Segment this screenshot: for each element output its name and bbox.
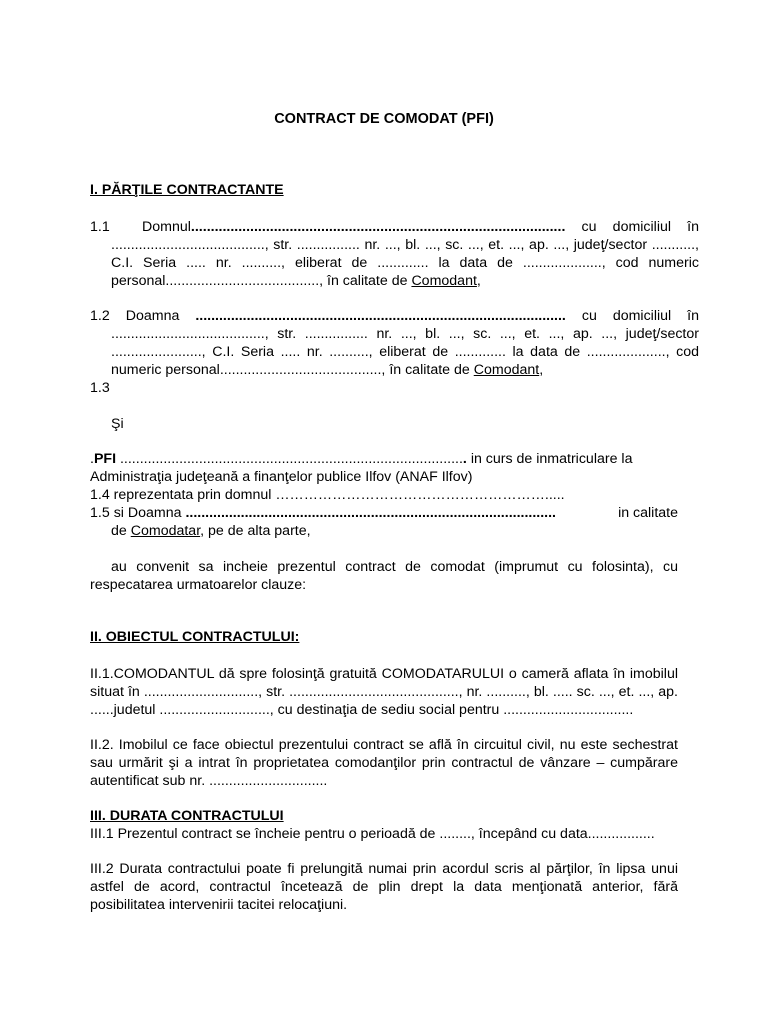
- pfi-text: in curs de inmatriculare la Administraţia judeţeană a finanţelor publice Ilfov (ANAF Ilfov): [90, 451, 633, 485]
- clause-1-5-continuation: [90, 523, 678, 541]
- section-3-heading: III. DURATA CONTRACTULUI: [90, 808, 284, 824]
- clause-3-1: III.1 Prezentul contract se încheie pentru o perioadă de ........, începând cu data.................: [90, 826, 655, 842]
- clause-1-2: [90, 308, 699, 380]
- clause-1-5-de: de: [111, 522, 127, 539]
- pfi-dot-bold: .: [462, 451, 467, 467]
- clause-1-1-role: Comodant: [411, 272, 477, 289]
- clause-1-1-text: cu domiciliul în ......................................., str. ................ nr. ..., bl. ..., sc. ..., et. ..., ap. ..., judeţ/sector ..........., C.I. Seria ..... nr. .........., eliberat de ............. la data de ...................., cod numeric personal......................................., în calitate de: [111, 219, 699, 289]
- clause-1-1-dots: ...............................................................................................: [190, 219, 566, 235]
- clause-1-5-end: , pe de alta parte,: [200, 522, 311, 539]
- clause-1-5-dots: ..............................................................................................: [185, 505, 556, 521]
- clause-2-2: II.2. Imobilul ce face obiectul prezentului contract se află în circuitul civil, nu este sechestrat sau urmărit şi a intrat în proprietatea comodanţilor prin contractul de vânzare – cumpărare autentificat sub nr. ..............................: [90, 737, 678, 789]
- section-2-heading: II. OBIECTUL CONTRACTULUI:: [90, 629, 300, 645]
- section-1-heading: I. PĂRŢILE CONTRACTANTE: [90, 182, 284, 198]
- clause-1-5-tail: in calitate: [618, 505, 678, 521]
- clause-1-3-number: 1.3: [90, 380, 110, 396]
- pfi-label: PFI: [93, 451, 117, 467]
- clause-1-5-number: 1.5: [90, 505, 110, 521]
- and-conjunction: Şi: [111, 416, 124, 432]
- clause-1-5-line: [90, 505, 678, 523]
- clause-2-1: II.1.COMODANTUL dă spre folosinţă gratuită COMODATARULUI o cameră aflata în imobilul situat în ............................., str. ..........................................., nr. .........., bl. ..... sc. ..., et. ..., ap. ......judetul ............................, cu destinaţia de sediu social pentru .................................: [90, 666, 678, 718]
- agreement-paragraph: au convenit sa incheie prezentul contract de comodat (imprumut cu folosinta), cu respecatarea urmatoarelor clauze:: [90, 559, 678, 593]
- clause-1-5-main: [90, 505, 556, 523]
- clause-1-1-number: 1.1: [90, 219, 110, 235]
- document-title: CONTRACT DE COMODAT (PFI): [274, 111, 494, 127]
- clause-1-4: 1.4 reprezentata prin domnul ………………………………………………….....: [90, 487, 565, 503]
- clause-1-2-dots: ..............................................................................................: [195, 308, 566, 324]
- clause-1-5: [90, 505, 678, 541]
- clause-1-2-text: cu domiciliul în ......................................., str. ................ nr. ..., bl. ..., sc. ..., et. ..., ap. ..., judeţ/sector ......................., C.I. Seria ..... nr. .........., eliberat de ............. la data de ...................., cod numeric personal........................................., în calitate de: [111, 308, 699, 378]
- pfi-prefix: .: [90, 451, 94, 467]
- clause-1-1-label: Domnul: [142, 219, 191, 235]
- clause-1-5-role: Comodatar: [130, 522, 201, 539]
- clause-1-5-label: si Doamna: [113, 505, 182, 521]
- clause-3-2: III.2 Durata contractului poate fi prelungită numai prin acordul scris al părţilor, în lipsa unui astfel de acord, contractul încetează de plin drept la data menţionată anterior, fără posibilitatea intervenirii tacitei relocaţiuni.: [90, 861, 678, 913]
- clause-1-2-end: ,: [539, 361, 544, 378]
- clause-1-2-label: Doamna: [125, 308, 180, 324]
- pfi-dots: .......................................................................................: [119, 451, 463, 467]
- clause-1-1-end: ,: [476, 272, 481, 289]
- pfi-party: [90, 451, 678, 487]
- clause-1-2-role: Comodant: [473, 361, 540, 378]
- clause-1-2-number: 1.2: [90, 308, 110, 324]
- clause-1-1: [90, 219, 699, 291]
